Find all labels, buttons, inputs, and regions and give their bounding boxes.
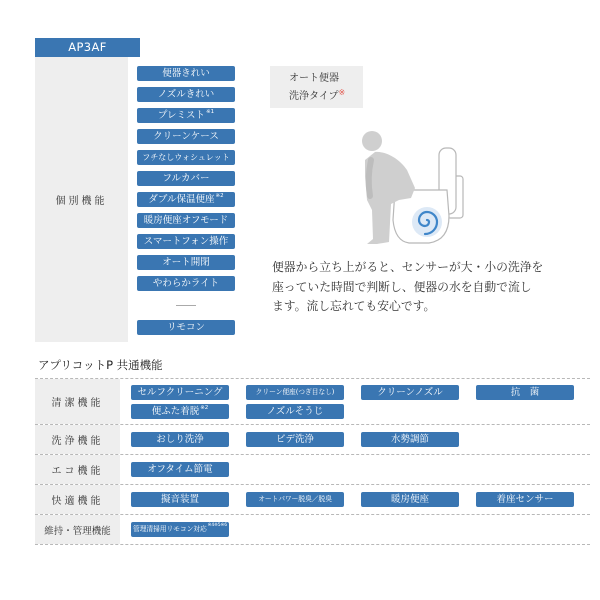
auto-flush-tag-line1: オート便器: [289, 73, 339, 84]
feature-remote-control: [137, 320, 235, 335]
feature-nozzle-cleaning: [246, 404, 344, 419]
individual-features-label-column: [35, 57, 128, 342]
common-features-table: [35, 378, 590, 545]
feature-name: オートパワー脱臭／脱臭: [258, 495, 332, 503]
auto-flush-tag-line2: [289, 88, 363, 106]
row-features: [120, 425, 574, 454]
row-label-eco: エコ機能: [35, 455, 120, 484]
table-row: [35, 455, 590, 485]
description-line: 座っていた時間で判断し、便器の水を自動で流し: [272, 279, 532, 294]
auto-flush-tag: [270, 66, 363, 108]
row-label-comfort: 快適機能: [35, 485, 120, 514]
feature-name: おしり洗浄: [156, 434, 204, 445]
feature-name: オフタイム節電: [147, 464, 213, 475]
feature-name: 水勢調節: [390, 434, 429, 445]
feature-seat-sensor: [476, 492, 574, 507]
feature-name: ダブル保温便座: [148, 194, 215, 205]
person-arm: [369, 160, 371, 196]
row-label-maintenance: 維持・管理機能: [35, 515, 120, 544]
feature-name: 便器きれい: [162, 68, 210, 79]
feature-name: ノズルきれい: [157, 89, 215, 100]
feature-full-cover: [137, 171, 235, 186]
row-features: [120, 379, 574, 424]
feature-name: 暖房便座オフモード: [143, 215, 229, 226]
individual-features-list: [137, 66, 235, 291]
feature-removable-lid: [131, 404, 229, 419]
feature-name: やわらかライト: [152, 278, 220, 289]
feature-name: 抗 菌: [510, 386, 540, 398]
feature-double-insulated-seat: [137, 192, 235, 207]
auto-flush-tag-note: ※: [338, 88, 346, 97]
feature-premist: [137, 108, 235, 123]
feature-name: スマートフォン操作: [143, 236, 229, 247]
feature-name: ビデ洗浄: [275, 434, 314, 445]
feature-sound-masking: [131, 492, 229, 507]
feature-name: 便ふた着脱: [151, 405, 200, 417]
feature-note: ※1: [206, 109, 215, 115]
row-features: [120, 455, 574, 484]
feature-clean-case: [137, 129, 235, 144]
feature-rear-wash: [131, 432, 229, 447]
feature-off-time-power-saving: [131, 462, 229, 477]
feature-smartphone-control: [137, 234, 235, 249]
auto-flush-tag-text: 洗浄タイプ: [289, 91, 339, 102]
feature-name: ノズルそうじ: [266, 405, 324, 417]
feature-note: ※2: [200, 404, 209, 411]
person-head: [362, 131, 382, 151]
feature-heated-seat: [361, 492, 459, 507]
feature-name: セルフクリーニング: [137, 386, 223, 398]
feature-clean-seat-seamless: [246, 385, 344, 400]
feature-name: クリーンケース: [153, 131, 219, 142]
feature-bowl-clean: [137, 66, 235, 81]
feature-name: 擬音装置: [160, 494, 199, 505]
table-row: [35, 425, 590, 455]
feature-auto-open-close: [137, 255, 235, 270]
auto-flush-illustration: [355, 120, 470, 250]
feature-water-pressure-adjust: [361, 432, 459, 447]
feature-name: フルカバー: [162, 173, 210, 184]
feature-heated-seat-off-mode: [137, 213, 235, 228]
feature-name: 着座センサー: [496, 494, 554, 505]
feature-name: リモコン: [166, 322, 205, 333]
table-row: [35, 379, 590, 425]
feature-auto-power-deodorize: [246, 492, 344, 507]
feature-name: クリーン便座(つぎ目なし): [255, 387, 335, 396]
feature-antibacterial: [476, 385, 574, 400]
feature-soft-light: [137, 276, 235, 291]
feature-name: オート開閉: [162, 257, 210, 268]
row-label-washing: 洗浄機能: [35, 425, 120, 454]
table-row: [35, 485, 590, 515]
feature-rimless-washlet: [137, 150, 235, 165]
table-row: [35, 515, 590, 545]
feature-maintenance-remote-support: [131, 522, 229, 537]
individual-features-label: 個別機能: [55, 196, 108, 207]
feature-name: フチなしウォシュレット: [142, 153, 230, 162]
feature-name: 管理清掃用リモコン対応: [133, 525, 207, 533]
feature-self-cleaning: [131, 385, 229, 400]
row-features: [120, 515, 574, 544]
auto-flush-description: [272, 258, 543, 317]
feature-nozzle-clean: [137, 87, 235, 102]
feature-clean-nozzle: [361, 385, 459, 400]
row-features: [120, 485, 574, 514]
feature-bidet-wash: [246, 432, 344, 447]
feature-note: ※2: [215, 193, 224, 199]
model-label: AP3AF: [35, 38, 140, 57]
description-line: ます。流し忘れても安心です。: [272, 299, 436, 313]
feature-name: クリーンノズル: [377, 386, 443, 398]
description-line: 便器から立ち上がると、センサーが大・小の洗浄を: [272, 260, 544, 274]
feature-name: プレミスト: [157, 110, 205, 121]
common-features-title: アプリコットP 共通機能: [38, 358, 163, 372]
divider: [176, 305, 196, 306]
feature-name: 暖房便座: [390, 494, 429, 505]
feature-note: ※4※5※6: [207, 523, 227, 528]
row-label-hygiene: 清潔機能: [35, 379, 120, 424]
